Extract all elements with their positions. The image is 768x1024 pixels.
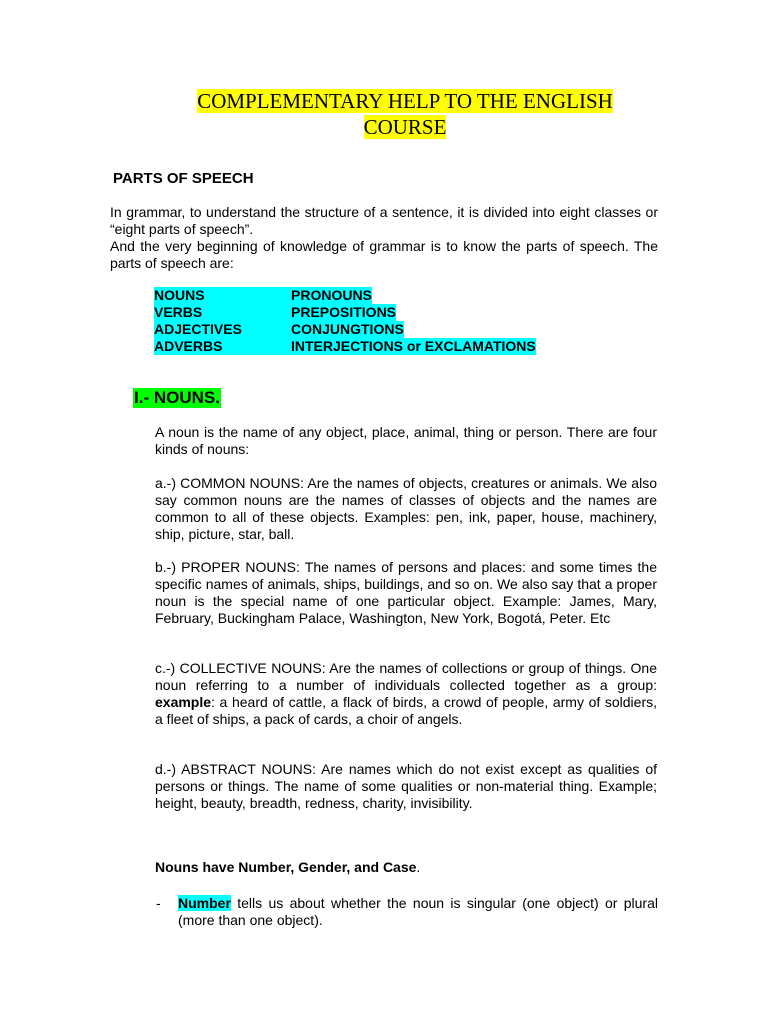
collective-text-end: : a heard of cattle, a flack of birds, a crowd of people, army of soldiers, a fleet of ships, a pack of cards, a choir of angels.	[155, 694, 657, 727]
noun-intro-paragraph: A noun is the name of any object, place, animal, thing or person. There are four kinds of nouns:	[155, 424, 657, 457]
intro-paragraph-1: In grammar, to understand the structure of a sentence, it is divided into eight classes or “eight parts of speech”.	[110, 204, 658, 237]
table-row	[154, 338, 536, 355]
number-heading-text: Nouns have Number, Gender, and Case	[155, 859, 417, 875]
list-bullet-dash: -	[156, 895, 161, 911]
table-cell: INTERJECTIONS or EXCLAMATIONS	[291, 338, 536, 354]
table-cell: PREPOSITIONS	[291, 304, 397, 320]
table-row	[154, 304, 536, 321]
document-title	[0, 88, 768, 140]
nouns-section-heading: I.- NOUNS.	[134, 388, 220, 407]
intro-section	[110, 204, 658, 272]
title-line-1: COMPLEMENTARY HELP TO THE ENGLISH	[197, 89, 613, 113]
title-line-2: COURSE	[363, 115, 447, 139]
table-cell: CONJUNGTIONS	[291, 321, 404, 337]
parts-of-speech-table	[154, 287, 536, 355]
proper-nouns-paragraph: b.-) PROPER NOUNS: The names of persons and places: and some times the specific names of animals, ships, buildings, and so on. We also say that a proper noun is the special name of one particular object. Example: James, Mary, February, Buckingham Palace, Washington, New York, Bogotá, Peter. Etc	[155, 559, 657, 626]
number-item-text: tells us about whether the noun is singular (one object) or plural (more than one object).	[178, 895, 658, 928]
collective-text-start: c.-) COLLECTIVE NOUNS: Are the names of collections or group of things. One noun referring to a number of individuals collected together as a group:	[155, 660, 657, 693]
table-cell: ADJECTIVES	[154, 321, 291, 338]
table-cell: PRONOUNS	[291, 287, 372, 303]
common-nouns-paragraph: a.-) COMMON NOUNS: Are the names of objects, creatures or animals. We also say common nouns are the names of classes of objects and the names are common to all of these objects. Examples: pen, ink, paper, house, machinery, ship, picture, star, ball.	[155, 475, 657, 542]
collective-example-label: example	[155, 694, 212, 710]
number-heading-period: .	[416, 859, 421, 875]
table-cell: ADVERBS	[154, 338, 291, 355]
collective-nouns-paragraph	[155, 660, 657, 728]
parts-of-speech-heading: PARTS OF SPEECH	[113, 170, 254, 187]
table-cell: NOUNS	[154, 287, 291, 304]
table-cell: VERBS	[154, 304, 291, 321]
number-highlight: Number	[178, 895, 231, 911]
table-row	[154, 321, 536, 338]
table-row	[154, 287, 536, 304]
number-list-item	[178, 895, 658, 929]
intro-paragraph-2: And the very beginning of knowledge of grammar is to know the parts of speech. The parts of speech are:	[110, 238, 658, 271]
number-gender-case-heading	[155, 859, 420, 875]
abstract-nouns-paragraph: d.-) ABSTRACT NOUNS: Are names which do not exist except as qualities of persons or things. The name of some qualities or non-material thing. Example; height, beauty, breadth, redness, charity, invisibility.	[155, 761, 657, 811]
